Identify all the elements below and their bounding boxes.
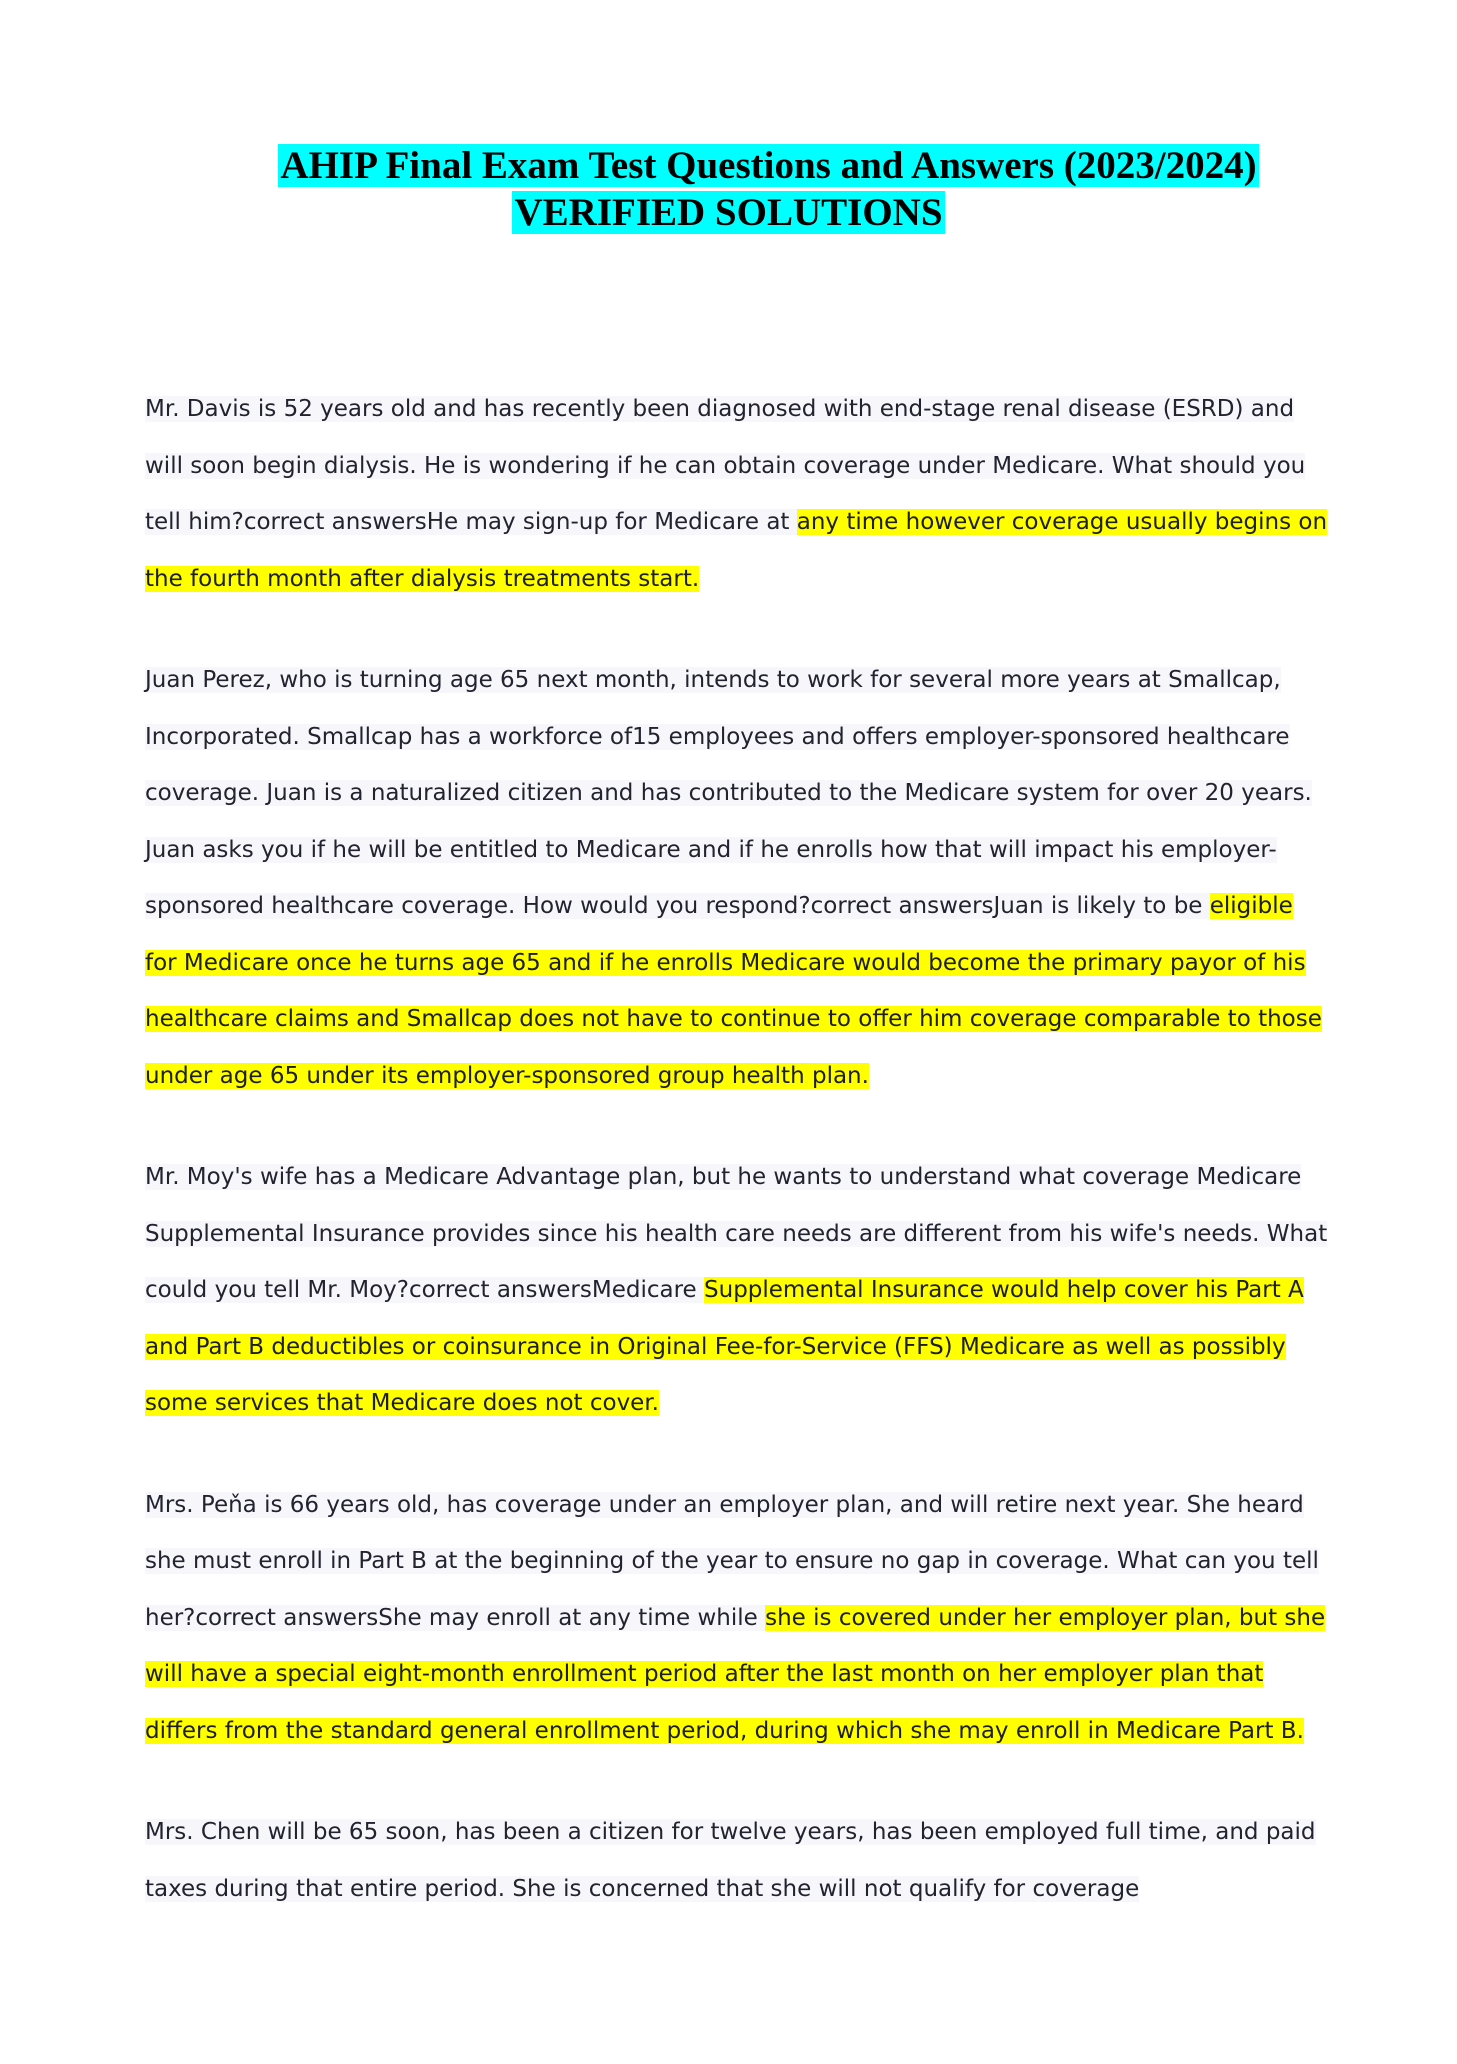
question-text: Mrs. Peňa is 66 years old, has coverage under an employer plan, and will retire next year. She heard she must enroll in Part B at the beginning of the year to ensure no gap in coverage. What can you tell her?correct answersShe may enroll at any time while: [145, 1491, 1319, 1631]
qa-item-chen: [145, 1804, 1330, 1917]
question-text: Mr. Davis is 52 years old and has recently been diagnosed with end-stage renal disease (ESRD) and will soon begin dialysis. He is wondering if he can obtain coverage under Medicare. What should you tell him?correct answersHe may sign-up for Medicare at: [145, 396, 1306, 535]
highlighted-answer: eligible for Medicare once he turns age 65 and if he enrolls Medicare would become the primary payor of his healthcare claims and Smallcap does not have to continue to offer him coverage comparable to those under age 65 under its employer-sponsored group health plan.: [145, 893, 1322, 1089]
question-text: Mrs. Chen will be 65 soon, has been a citizen for twelve years, has been employed full time, and paid taxes during that entire period. She is concerned that she will not qualify for coverage: [145, 1819, 1316, 1902]
qa-item-davis: [145, 381, 1330, 607]
title-line-1: AHIP Final Exam Test Questions and Answers (2023/2024): [280, 144, 1257, 187]
qa-item-pena: [145, 1477, 1330, 1760]
qa-item-perez: [145, 652, 1330, 1104]
highlighted-answer: Supplemental Insurance would help cover his Part A and Part B deductibles or coinsurance in Original Fee-for-Service (FFS) Medicare as well as possibly some services that Medicare does not cover.: [145, 1277, 1304, 1416]
highlighted-answer: any time however coverage usually begins on the fourth month after dialysis treatments start.: [145, 509, 1328, 592]
qa-item-moy: [145, 1149, 1330, 1432]
document-title: [0, 142, 1457, 236]
question-text: Juan Perez, who is turning age 65 next month, intends to work for several more years at Smallcap, Incorporated. Smallcap has a workforce of15 employees and offers employer-sponsored healthcare coverage. Juan is a naturalized citizen and has contributed to the Medicare system for over 20 years. Juan asks you if he will be entitled to Medicare and if he enrolls how that will impact his employer-sponsored healthcare coverage. How would you respond?correct answersJuan is likely to be: [145, 667, 1312, 919]
highlighted-answer: she is covered under her employer plan, but she will have a special eight-month enrollment period after the last month on her employer plan that differs from the standard general enrollment period, during which she may enroll in Medicare Part B.: [145, 1604, 1326, 1744]
document-body: [145, 381, 1330, 1962]
question-text: Mr. Moy's wife has a Medicare Advantage plan, but he wants to understand what coverage Medicare Supplemental Insurance provides since his health care needs are different from his wife's needs. What could you tell Mr. Moy?correct answersMedicare: [145, 1164, 1328, 1303]
title-line-2: VERIFIED SOLUTIONS: [514, 191, 943, 234]
